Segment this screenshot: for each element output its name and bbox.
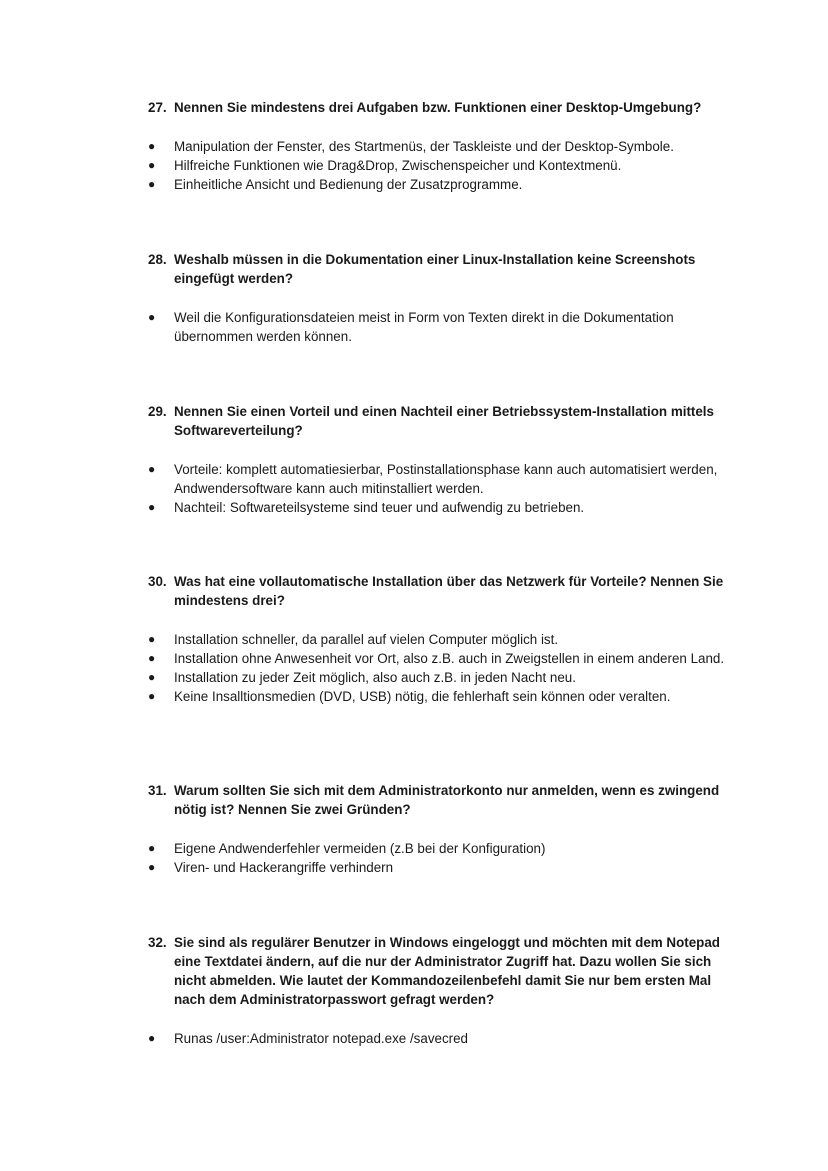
answer-text: Einheitliche Ansicht und Bedienung der Zusatzprogramme. [174,177,523,192]
question-number: 29. [148,404,167,419]
bullet-icon: ● [148,670,156,684]
bullet-icon: ● [148,462,156,476]
question-text: Was hat eine vollautomatische Installation über das Netzwerk für Vorteile? Nennen Sie mindestens drei? [174,574,724,608]
answer-list [148,137,738,194]
bullet-icon: ● [148,177,156,191]
answer-text: Runas /user:Administrator notepad.exe /savecred [174,1031,469,1046]
question-heading [148,98,738,117]
answer-list [148,630,738,706]
bullet-icon: ● [148,1031,156,1045]
question-27 [148,98,738,194]
list-item [148,668,738,687]
question-text: Sie sind als regulärer Benutzer in Windows eingeloggt und möchten mit dem Notepad eine Textdatei ändern, auf die nur der Administrator Zugriff hat. Dazu wollen Sie sich nicht abmelden. Wie lautet der Kommandozeilenbefehl damit Sie nur bem ersten Mal nach dem Administratorpasswort gefragt werden? [174,935,720,1007]
list-item [148,498,738,517]
question-number: 27. [148,100,167,115]
list-item [148,175,738,194]
list-item [148,156,738,175]
question-heading [148,250,738,288]
question-28 [148,250,738,346]
answer-text: Vorteile: komplett automatiesierbar, Postinstallationsphase kann auch automatisiert werden, Andwendersoftware kann auch mitinstalliert werden. [174,462,718,496]
question-heading [148,933,738,1009]
answer-list [148,839,738,877]
question-number: 28. [148,252,167,267]
bullet-icon: ● [148,689,156,703]
bullet-icon: ● [148,860,156,874]
question-number: 32. [148,935,167,950]
list-item [148,308,738,346]
answer-text: Keine Insalltionsmedien (DVD, USB) nötig, die fehlerhaft sein können oder veralten. [174,689,671,704]
answer-list [148,460,738,517]
list-item [148,649,738,668]
list-item [148,1029,738,1048]
bullet-icon: ● [148,139,156,153]
question-number: 30. [148,574,167,589]
bullet-icon: ● [148,651,156,665]
bullet-icon: ● [148,158,156,172]
question-text: Weshalb müssen in die Dokumentation einer Linux-Installation keine Screenshots eingefügt werden? [174,252,696,286]
list-item [148,687,738,706]
question-text: Nennen Sie mindestens drei Aufgaben bzw. Funktionen einer Desktop-Umgebung? [174,100,702,115]
answer-text: Viren- und Hackerangriffe verhindern [174,860,394,875]
question-30 [148,572,738,706]
question-text: Warum sollten Sie sich mit dem Administratorkonto nur anmelden, wenn es zwingend nötig ist? Nennen Sie zwei Gründen? [174,783,720,817]
list-item [148,839,738,858]
bullet-icon: ● [148,632,156,646]
list-item [148,858,738,877]
answer-text: Hilfreiche Funktionen wie Drag&Drop, Zwischenspeicher und Kontextmenü. [174,158,622,173]
question-32 [148,933,738,1048]
answer-text: Nachteil: Softwareteilsysteme sind teuer und aufwendig zu betrieben. [174,500,585,515]
answer-text: Weil die Konfigurationsdateien meist in Form von Texten direkt in die Dokumentation übernommen werden können. [174,310,674,344]
question-text: Nennen Sie einen Vorteil und einen Nachteil einer Betriebssystem-Installation mittels Softwareverteilung? [174,404,714,438]
question-heading [148,781,738,819]
answer-list [148,1029,738,1048]
question-heading [148,572,738,610]
list-item [148,630,738,649]
question-number: 31. [148,783,167,798]
question-29 [148,402,738,517]
bullet-icon: ● [148,500,156,514]
answer-text: Installation zu jeder Zeit möglich, also auch z.B. in jeden Nacht neu. [174,670,576,685]
answer-text: Eigene Andwenderfehler vermeiden (z.B bei der Konfiguration) [174,841,546,856]
list-item [148,137,738,156]
answer-text: Installation schneller, da parallel auf vielen Computer möglich ist. [174,632,559,647]
bullet-icon: ● [148,841,156,855]
answer-text: Manipulation der Fenster, des Startmenüs, der Taskleiste und der Desktop-Symbole. [174,139,674,154]
question-31 [148,781,738,877]
bullet-icon: ● [148,310,156,324]
list-item [148,460,738,498]
answer-text: Installation ohne Anwesenheit vor Ort, also z.B. auch in Zweigstellen in einem anderen Land. [174,651,725,666]
question-heading [148,402,738,440]
answer-list [148,308,738,346]
